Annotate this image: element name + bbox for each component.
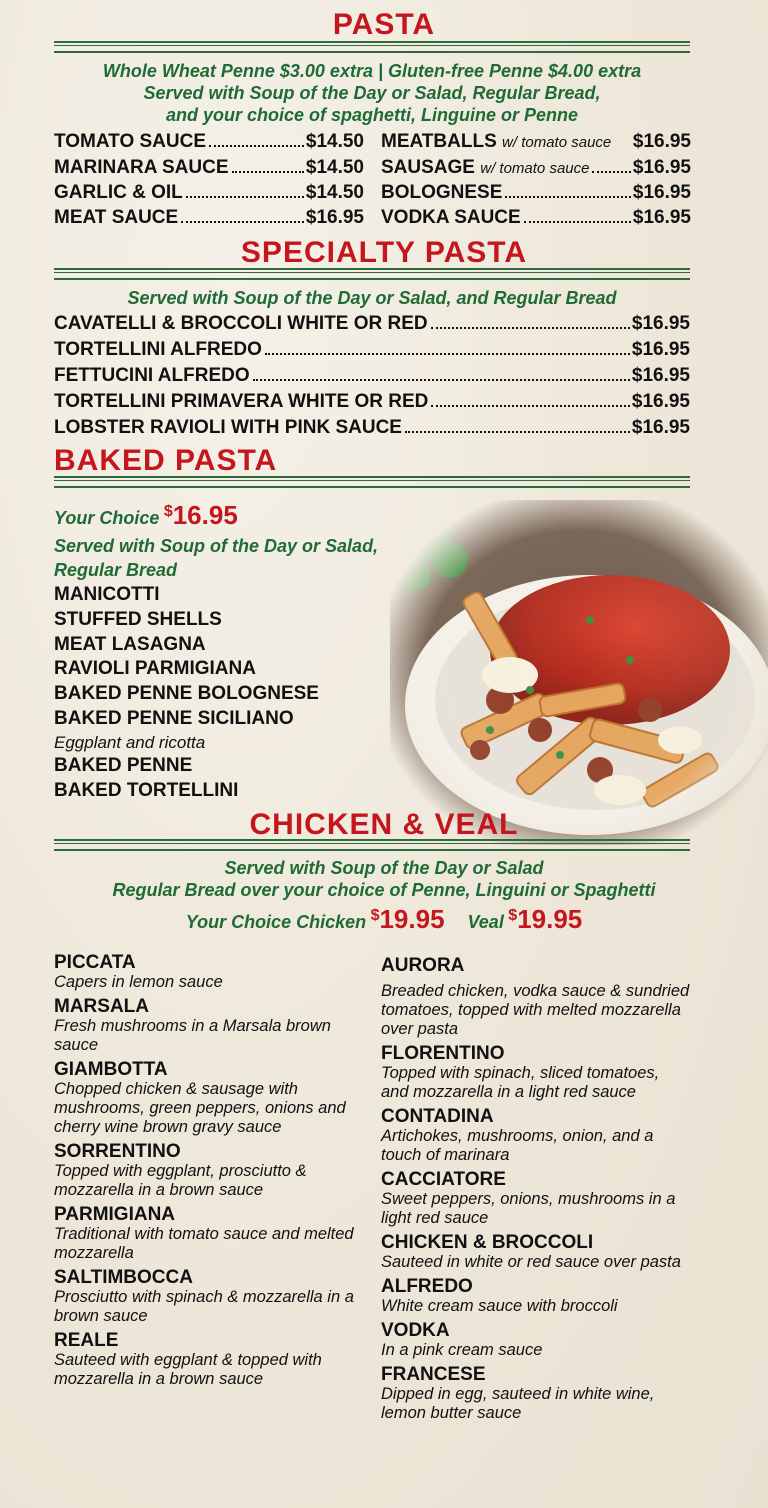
specialty-item xyxy=(54,311,690,337)
pasta-note xyxy=(54,60,690,126)
item-name: LOBSTER RAVIOLI WITH PINK SAUCE xyxy=(54,417,402,438)
chicken-veal-note xyxy=(0,857,768,901)
pasta-item xyxy=(54,155,364,181)
chicken-veal-rule xyxy=(54,839,690,851)
pasta-title: PASTA xyxy=(332,8,436,41)
item-price: $14.50 xyxy=(305,131,364,152)
item-price: $16.95 xyxy=(632,131,691,152)
dish-name: CHICKEN & BROCCOLI xyxy=(381,1232,594,1253)
baked-item: BAKED TORTELLINI xyxy=(54,780,239,801)
item-price: $16.95 xyxy=(305,207,364,228)
dish-name: SORRENTINO xyxy=(54,1141,181,1162)
dish-description: Sweet peppers, onions, mushrooms in a light red sauce xyxy=(381,1190,676,1227)
dish-description: In a pink cream sauce xyxy=(381,1341,543,1359)
item-price: $16.95 xyxy=(632,157,691,178)
dish-name: GIAMBOTTA xyxy=(54,1059,168,1080)
dish-name: SALTIMBOCCA xyxy=(54,1267,193,1288)
specialty-item xyxy=(54,389,690,415)
baked-rule xyxy=(54,476,690,488)
dish-description: Sauteed with eggplant & topped with mozzarella in a brown sauce xyxy=(54,1351,322,1388)
item-name: FETTUCINI ALFREDO xyxy=(54,365,250,386)
baked-item: STUFFED SHELLS xyxy=(54,609,222,630)
pasta-note-line: Whole Wheat Penne $3.00 extra | Gluten-free Penne $4.00 extra xyxy=(102,61,642,81)
pasta-item xyxy=(54,180,364,206)
baked-item: BAKED PENNE BOLOGNESE xyxy=(54,683,319,704)
chicken-currency: $ xyxy=(370,907,380,924)
dish-name: AURORA xyxy=(381,955,465,976)
dish-description: Fresh mushrooms in a Marsala brown sauce xyxy=(54,1017,331,1054)
baked-title: BAKED PASTA xyxy=(54,444,278,477)
baked-currency: $ xyxy=(163,503,173,520)
baked-item-note: Eggplant and ricotta xyxy=(54,733,206,752)
baked-price: 16.95 xyxy=(172,500,238,530)
dish-name: FLORENTINO xyxy=(381,1043,505,1064)
item-price: $16.95 xyxy=(631,313,690,334)
item-price: $16.95 xyxy=(632,207,691,228)
specialty-title: SPECIALTY PASTA xyxy=(240,236,528,269)
pasta-item xyxy=(381,155,691,182)
item-name: VODKA SAUCE xyxy=(381,207,521,228)
item-name: SAUSAGE w/ tomato sauce xyxy=(381,157,590,178)
baked-served-line: Served with Soup of the Day or Salad, xyxy=(54,536,379,556)
item-price: $16.95 xyxy=(631,365,690,386)
baked-item: BAKED PENNE SICILIANO xyxy=(54,708,294,729)
baked-item: RAVIOLI PARMIGIANA xyxy=(54,658,256,679)
item-note: w/ tomato sauce xyxy=(502,134,612,151)
dish-name: ALFREDO xyxy=(381,1276,473,1297)
item-name: TORTELLINI PRIMAVERA WHITE OR RED xyxy=(54,391,429,412)
dish-description: Prosciutto with spinach & mozzarella in a brown sauce xyxy=(54,1288,354,1325)
chicken-veal-left-column xyxy=(54,952,364,1393)
item-name: MEAT SAUCE xyxy=(54,207,179,228)
veal-currency: $ xyxy=(508,907,518,924)
item-name: TOMATO SAUCE xyxy=(54,131,207,152)
dish-description: Traditional with tomato sauce and melted mozzarella xyxy=(54,1225,354,1262)
specialty-item xyxy=(54,337,690,363)
veal-label: Veal xyxy=(467,912,504,932)
chicken-veal-right-column xyxy=(381,955,691,1427)
pasta-item xyxy=(381,129,691,156)
item-price: $16.95 xyxy=(631,391,690,412)
pasta-rule xyxy=(54,41,690,53)
item-price: $16.95 xyxy=(632,182,691,203)
chicken-veal-price-line xyxy=(0,904,768,935)
dish-description: Breaded chicken, vodka sauce & sundried tomatoes, topped with melted mozzarella over pasta xyxy=(381,982,690,1038)
item-price: $14.50 xyxy=(305,157,364,178)
dish-description: Chopped chicken & sausage with mushrooms, green peppers, onions and cherry wine brown gravy sauce xyxy=(54,1080,346,1136)
baked-item: MANICOTTI xyxy=(54,584,160,605)
item-name: CAVATELLI & BROCCOLI WHITE OR RED xyxy=(54,313,428,334)
chicken-veal-note-line: Served with Soup of the Day or Salad xyxy=(224,858,544,878)
baked-pasta-photo xyxy=(390,500,768,845)
item-name: GARLIC & OIL xyxy=(54,182,183,203)
chicken-veal-title: CHICKEN & VEAL xyxy=(249,808,519,841)
baked-served-line: Regular Bread xyxy=(54,560,178,580)
dish-description: Dipped in egg, sauteed in white wine, lemon butter sauce xyxy=(381,1385,655,1422)
specialty-item xyxy=(54,415,690,441)
item-name: MARINARA SAUCE xyxy=(54,157,229,178)
baked-price-line xyxy=(54,500,238,531)
item-price: $16.95 xyxy=(631,417,690,438)
specialty-rule xyxy=(54,268,690,280)
dish-name: CONTADINA xyxy=(381,1106,494,1127)
baked-choice-label: Your Choice xyxy=(54,508,160,528)
dish-name: CACCIATORE xyxy=(381,1169,506,1190)
specialty-item xyxy=(54,363,690,389)
dish-description: Sauteed in white or red sauce over pasta xyxy=(381,1253,681,1271)
item-note: w/ tomato sauce xyxy=(480,160,590,177)
pasta-item xyxy=(381,205,691,231)
item-price: $16.95 xyxy=(631,339,690,360)
dish-description: White cream sauce with broccoli xyxy=(381,1297,618,1315)
dish-name: PICCATA xyxy=(54,952,136,973)
dish-name: VODKA xyxy=(381,1320,450,1341)
dish-description: Topped with eggplant, prosciutto & mozzarella in a brown sauce xyxy=(54,1162,307,1199)
pasta-note-line: and your choice of spaghetti, Linguine or Penne xyxy=(165,105,579,125)
item-name: MEATBALLS w/ tomato sauce xyxy=(381,131,612,152)
dish-description: Artichokes, mushrooms, onion, and a touch of marinara xyxy=(381,1127,654,1164)
dish-description: Topped with spinach, sliced tomatoes, and mozzarella in a light red sauce xyxy=(381,1064,660,1101)
chicken-label: Your Choice Chicken xyxy=(185,912,367,932)
veal-price: 19.95 xyxy=(517,904,583,934)
pasta-item xyxy=(381,180,691,206)
pasta-item xyxy=(54,129,364,155)
dish-name: FRANCESE xyxy=(381,1364,486,1385)
item-name: BOLOGNESE xyxy=(381,182,503,203)
baked-served-note xyxy=(54,534,378,582)
specialty-note: Served with Soup of the Day or Salad, and Regular Bread xyxy=(127,288,617,308)
dish-name: MARSALA xyxy=(54,996,149,1017)
dish-description: Capers in lemon sauce xyxy=(54,973,223,991)
dish-name: PARMIGIANA xyxy=(54,1204,176,1225)
chicken-price: 19.95 xyxy=(379,904,445,934)
baked-item: BAKED PENNE xyxy=(54,755,193,776)
item-price: $14.50 xyxy=(305,182,364,203)
chicken-veal-note-line: Regular Bread over your choice of Penne, Linguini or Spaghetti xyxy=(112,880,656,900)
baked-item: MEAT LASAGNA xyxy=(54,634,206,655)
dish-name: REALE xyxy=(54,1330,119,1351)
pasta-note-line: Served with Soup of the Day or Salad, Regular Bread, xyxy=(143,83,601,103)
item-name: TORTELLINI ALFREDO xyxy=(54,339,262,360)
pasta-item xyxy=(54,205,364,231)
